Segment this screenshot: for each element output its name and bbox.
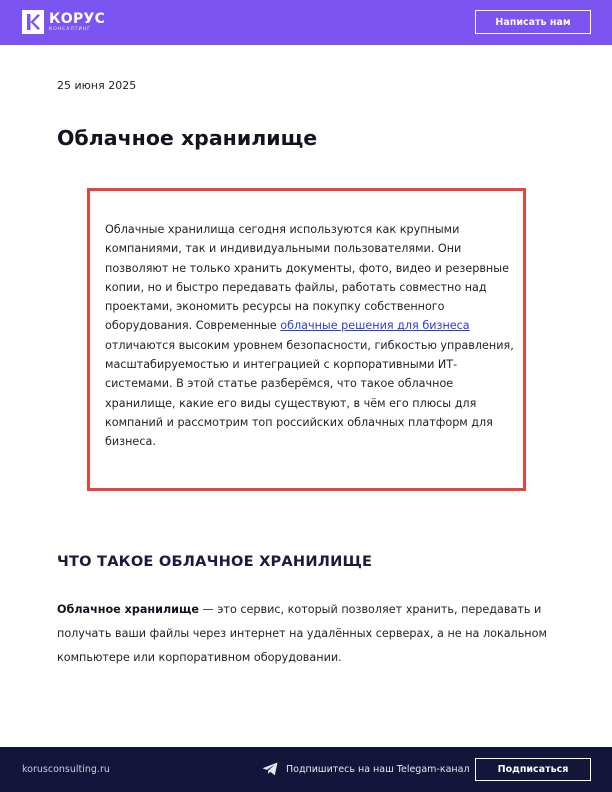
contact-us-button[interactable]: Написать нам (475, 10, 591, 34)
intro-paragraph (105, 220, 515, 452)
subscribe-button[interactable]: Подписаться (475, 758, 591, 781)
logo-name: КОРУС (49, 10, 106, 27)
page-title: Облачное хранилище (57, 126, 318, 150)
logo-wordmark (49, 12, 105, 33)
intro-highlight-box (87, 188, 526, 491)
korus-logo[interactable] (22, 10, 105, 34)
footer-site-link[interactable]: korusconsulting.ru (22, 764, 110, 775)
intro-text-part1: Облачные хранилища сегодня используются как крупными компаниями, так и индивидуальными пользователями. Они позволяют не только хранить документы, фото, видео и резервные копии, но и быстро передавать файлы, работать совместно над проектами, экономить ресурсы на покупку собственного оборудования. Современные (105, 223, 509, 333)
definition-text: — это сервис, который позволяет хранить, передавать и получать ваши файлы через интернет на удалённых серверах, а не на локальном компьютере или корпоративном оборудовании. (57, 603, 547, 665)
definition-paragraph (57, 598, 557, 671)
korus-logo-icon (22, 10, 44, 34)
telegram-subscribe-text: Подпишитесь на наш Telegam-канал (286, 764, 470, 775)
cloud-solutions-link[interactable]: облачные решения для бизнеса (280, 319, 470, 333)
top-header (0, 0, 612, 45)
intro-text-part2: отличаются высоким уровнем безопасности, гибкостью управления, масштабируемостью и интеграцией с корпоративными ИТ-системами. В этой статье разберёмся, что такое облачное хранилище, какие его виды существуют, в чём его плюсы для компаний и рассмотрим топ российских облачных платформ для бизнеса. (105, 338, 514, 449)
publish-date: 25 июня 2025 (57, 79, 137, 92)
logo-subtitle: КОНСАЛТИНГ (49, 26, 91, 32)
section-heading: ЧТО ТАКОЕ ОБЛАЧНОЕ ХРАНИЛИЩЕ (57, 553, 373, 570)
telegram-icon (262, 762, 278, 776)
definition-term: Облачное хранилище (57, 603, 199, 616)
